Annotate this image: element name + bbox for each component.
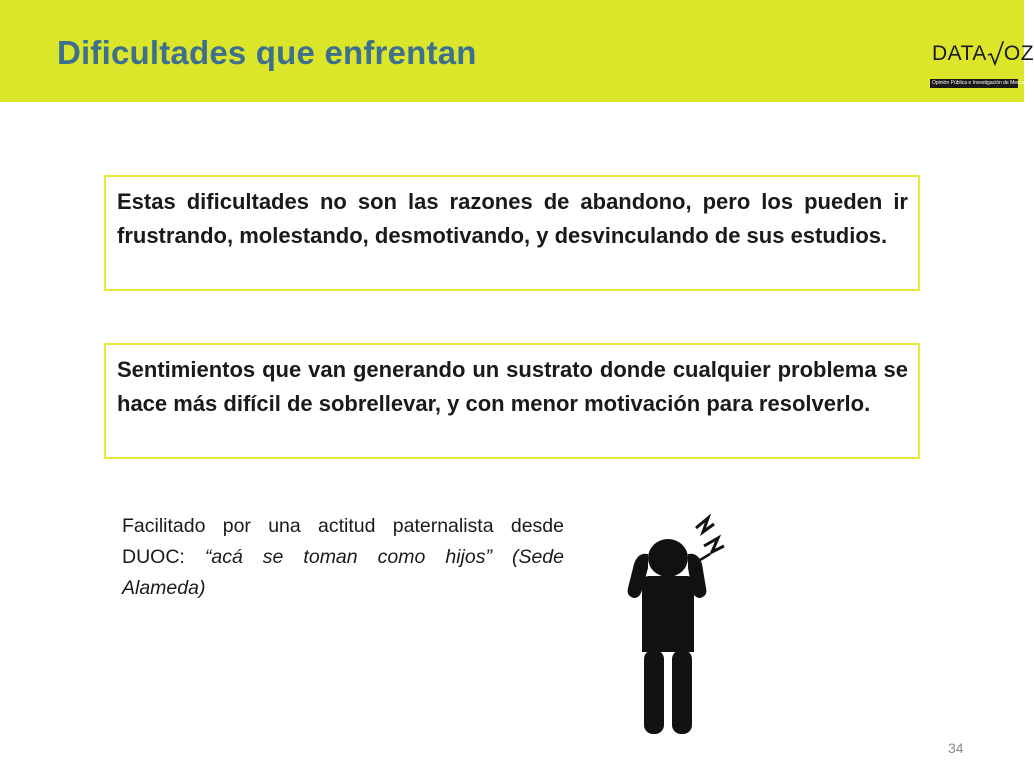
page-number: 34 <box>948 740 964 756</box>
note-quote: “acá se toman como hijos” (Sede Alameda) <box>122 546 564 599</box>
statement-box-2 <box>104 343 920 459</box>
logo-brand-suffix: OZ <box>1003 42 1034 65</box>
statement-text-2: Sentimientos que van generando un sustrato donde cualquier problema se hace más difícil de sobrellevar, y con menor motivación para resolverlo. <box>117 357 908 416</box>
note-lead: Facilitado por una actitud paternalista desde DUOC: <box>122 515 564 568</box>
logo-wordmark <box>932 36 1034 66</box>
statement-box-1 <box>104 175 920 291</box>
page-title: Dificultades que enfrentan <box>57 34 477 71</box>
note-paragraph <box>122 511 564 604</box>
datavoz-logo <box>930 36 1034 92</box>
logo-brand-prefix: DATA <box>932 42 987 65</box>
radical-v-icon <box>988 40 1004 66</box>
header-bar <box>0 0 1034 102</box>
stressed-person-icon <box>608 512 738 734</box>
logo-tagline: Opinión Pública e Investigación de Mercado <box>932 80 1030 86</box>
statement-text-1: Estas dificultades no son las razones de abandono, pero los pueden ir frustrando, molestando, desmotivando, y desvinculando de sus estudios. <box>117 189 908 248</box>
